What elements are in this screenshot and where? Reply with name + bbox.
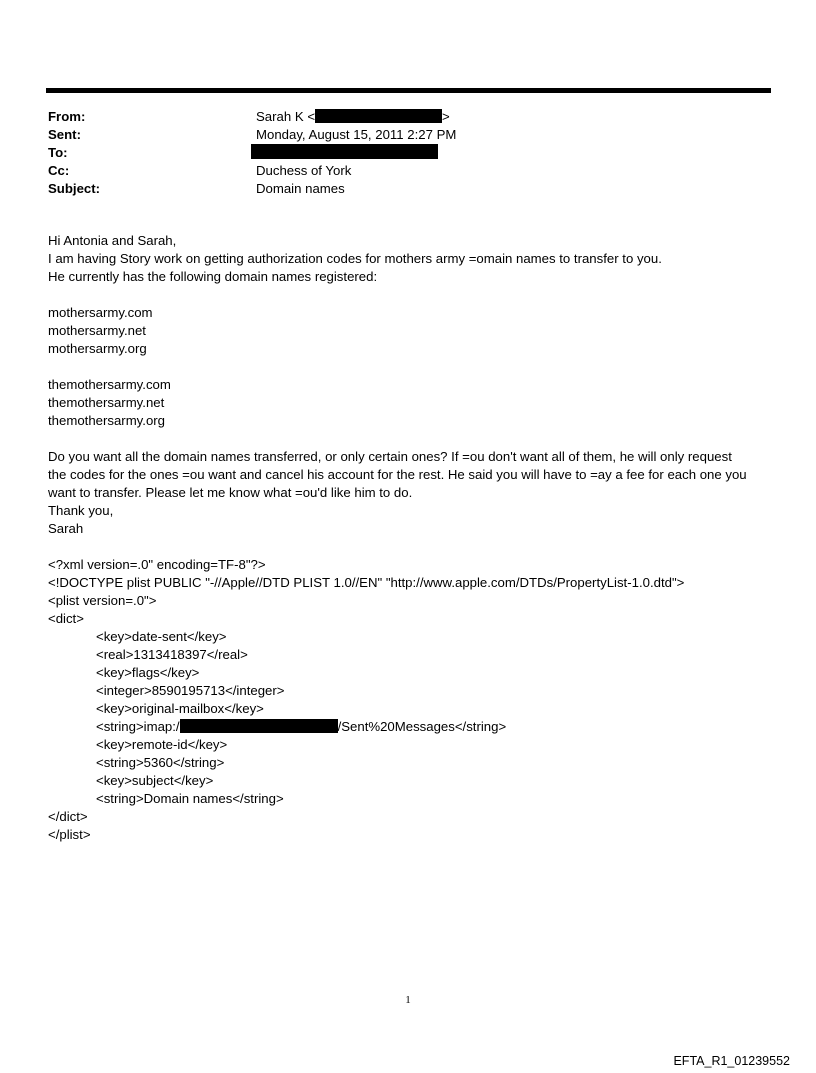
domain-item: mothersarmy.com — [48, 305, 153, 320]
redaction-box — [251, 144, 438, 159]
plist-line: <?xml version=.0" encoding=TF-8"?> — [48, 557, 266, 572]
plist-line: <key>flags</key> — [96, 665, 200, 680]
subject-row — [48, 180, 748, 198]
plist-line: <!DOCTYPE plist PUBLIC "-//Apple//DTD PLIST 1.0//EN" "http://www.apple.com/DTDs/PropertyList-1.0.dtd"> — [48, 575, 685, 590]
paragraph-line: the codes for the ones =ou want and cancel his account for the rest. He said you will have to =ay a fee for each one you — [48, 467, 747, 482]
sent-row — [48, 126, 748, 144]
cc-value: Duchess of York — [256, 163, 352, 178]
to-value — [251, 144, 438, 162]
cc-row — [48, 162, 748, 180]
subject-value: Domain names — [256, 181, 345, 196]
document-id: EFTA_R1_01239552 — [673, 1054, 790, 1068]
mailbox-start: <string>imap:/ — [96, 719, 180, 734]
email-header — [48, 108, 748, 198]
domain-item: themothersarmy.com — [48, 377, 171, 392]
plist-line — [48, 718, 778, 736]
plist-line: <string>Domain names</string> — [96, 791, 284, 806]
greeting: Hi Antonia and Sarah, — [48, 233, 177, 248]
spacer — [48, 538, 778, 556]
plist-line: <key>remote-id</key> — [96, 737, 228, 752]
email-body — [48, 232, 778, 844]
paragraph-line: I am having Story work on getting authorization codes for mothers army =omain names to transfer to you. — [48, 251, 662, 266]
spacer — [48, 358, 778, 376]
cc-label: Cc: — [48, 163, 70, 178]
from-value — [256, 108, 450, 126]
domain-item: themothersarmy.org — [48, 413, 166, 428]
page-number: 1 — [405, 994, 411, 1006]
plist-line: <plist version=.0"> — [48, 593, 157, 608]
from-tail: > — [442, 109, 450, 124]
header-rule — [46, 88, 771, 93]
spacer — [48, 430, 778, 448]
plist-line: <string>5360</string> — [96, 755, 225, 770]
closing: Thank you, — [48, 503, 114, 518]
plist-line: <real>1313418397</real> — [96, 647, 248, 662]
domain-item: mothersarmy.net — [48, 323, 146, 338]
paragraph-line: Do you want all the domain names transferred, or only certain ones? If =ou don't want all of them, he will only request — [48, 449, 732, 464]
from-name: Sarah K < — [256, 109, 316, 124]
spacer — [48, 286, 778, 304]
domain-item: mothersarmy.org — [48, 341, 147, 356]
plist-line: <integer>8590195713</integer> — [96, 683, 285, 698]
from-label: From: — [48, 109, 86, 124]
plist-line: <key>subject</key> — [96, 773, 214, 788]
sent-value: Monday, August 15, 2011 2:27 PM — [256, 127, 457, 142]
sent-label: Sent: — [48, 127, 81, 142]
to-row — [48, 144, 748, 162]
signature: Sarah — [48, 521, 84, 536]
subject-label: Subject: — [48, 181, 101, 196]
redaction-box — [315, 109, 442, 123]
plist-line: </plist> — [48, 827, 91, 842]
plist-line: </dict> — [48, 809, 88, 824]
paragraph-line: He currently has the following domain names registered: — [48, 269, 378, 284]
redaction-box — [180, 719, 338, 733]
plist-line: <key>date-sent</key> — [96, 629, 227, 644]
to-label: To: — [48, 145, 68, 160]
domain-item: themothersarmy.net — [48, 395, 165, 410]
mailbox-end: /Sent%20Messages</string> — [337, 719, 507, 734]
paragraph-line: want to transfer. Please let me know what =ou'd like him to do. — [48, 485, 413, 500]
plist-line: <dict> — [48, 611, 84, 626]
plist-line: <key>original-mailbox</key> — [96, 701, 264, 716]
from-row — [48, 108, 748, 126]
